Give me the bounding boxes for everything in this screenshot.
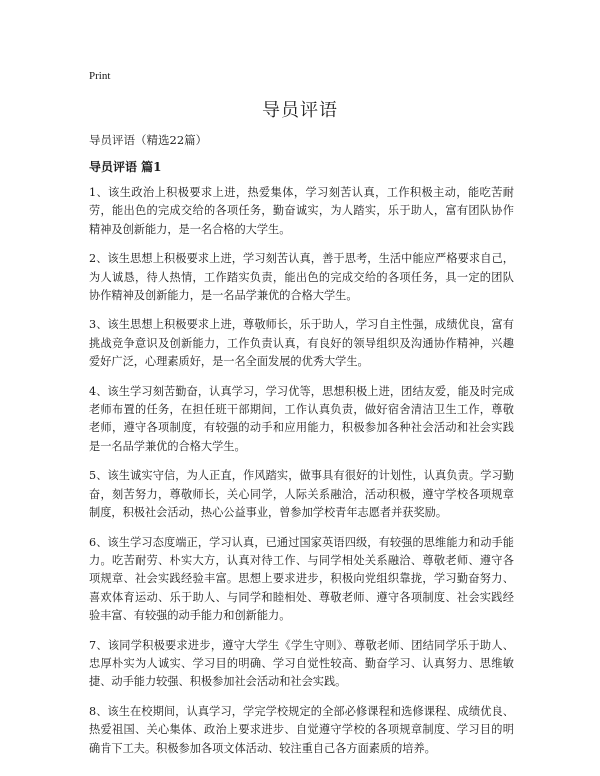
paragraph-7: 7、该同学积极要求进步，遵守大学生《学生守则》、尊敬老师、团结同学乐于助人、忠厚朴实为人诚实、学习目的明确、学习自觉性较高、勤奋学习、认真努力、思维敏捷、动手能力较强、积极参加社会活动和社会实践。 (89, 638, 514, 689)
paragraph-1: 1、该生政治上积极要求上进，热爱集体，学习刻苦认真，工作积极主动，能吃苦耐劳，能出色的完成交给的各项任务，勤奋诚实，为人踏实，乐于助人，富有团队协作精神及创新能力，是一名合格的大学生。 (89, 186, 514, 236)
paragraph-6: 6、该生学习态度端正，学习认真，已通过国家英语四级，有较强的思维能力和动手能力。吃苦耐劳、朴实大方，认真对待工作、与同学相处关系融洽、尊敬老师、遵守各项规章、社会实践经验丰富。思想上要求进步，积极向党组织靠拢，学习勤奋努力、喜欢体育运动、乐于助人、与同学和睦相处、尊敬老师、遵守各项制度、社会实践经验丰富、有较强的动手能力和创新能力。 (89, 535, 514, 623)
paragraph-3: 3、该生思想上积极要求上进，尊敬师长，乐于助人，学习自主性强，成绩优良，富有挑战竞争意识及创新能力，工作负责认真，有良好的领导组织及沟通协作精神，兴趣爱好广泛，心理素质好，是一名全面发展的优秀大学生。 (89, 318, 514, 369)
paragraph-4: 4、该生学习刻苦勤奋，认真学习，学习优等，思想积极上进，团结友爱，能及时完成老师布置的任务，在担任班干部期间，工作认真负责，做好宿舍清洁卫生工作，尊敬老师，遵守各项制度，有较强的动手和应用能力，积极参加各种社会活动和社会实践是一名品学兼优的合格大学生。 (89, 384, 514, 453)
document-subtitle: 导员评语（精选22篇） (89, 133, 208, 147)
page-title: 导员评语 (262, 100, 338, 121)
section-heading: 导员评语 篇1 (89, 160, 162, 174)
paragraph-5: 5、该生诚实守信，为人正直，作风踏实，做事具有很好的计划性，认真负责。学习勤奋，刻苦努力，尊敬师长，关心同学，人际关系融洽，活动积极，遵守学校各项规章制度，积极社会活动，热心公益事业，曾参加学校青年志愿者并获奖励。 (89, 469, 514, 520)
print-label: Print (89, 70, 111, 82)
paragraph-8: 8、该生在校期间，认真学习，学完学校规定的全部必修课程和选修课程、成绩优良、热爱祖国、关心集体、政治上要求进步、自觉遵守学校的各项规章制度、学习目的明确肯下工夫。积极参加各项文体活动、较注重自己各方面素质的培养。 (89, 704, 514, 755)
paragraph-2: 2、该生思想上积极要求上进，学习刻苦认真，善于思考，生活中能应严格要求自己，为人诚恳，待人热情，工作踏实负责，能出色的完成交给的各项任务，具一定的团队协作精神及创新能力，是一名品学兼优的合格大学生。 (89, 252, 514, 303)
document-body (89, 184, 514, 769)
